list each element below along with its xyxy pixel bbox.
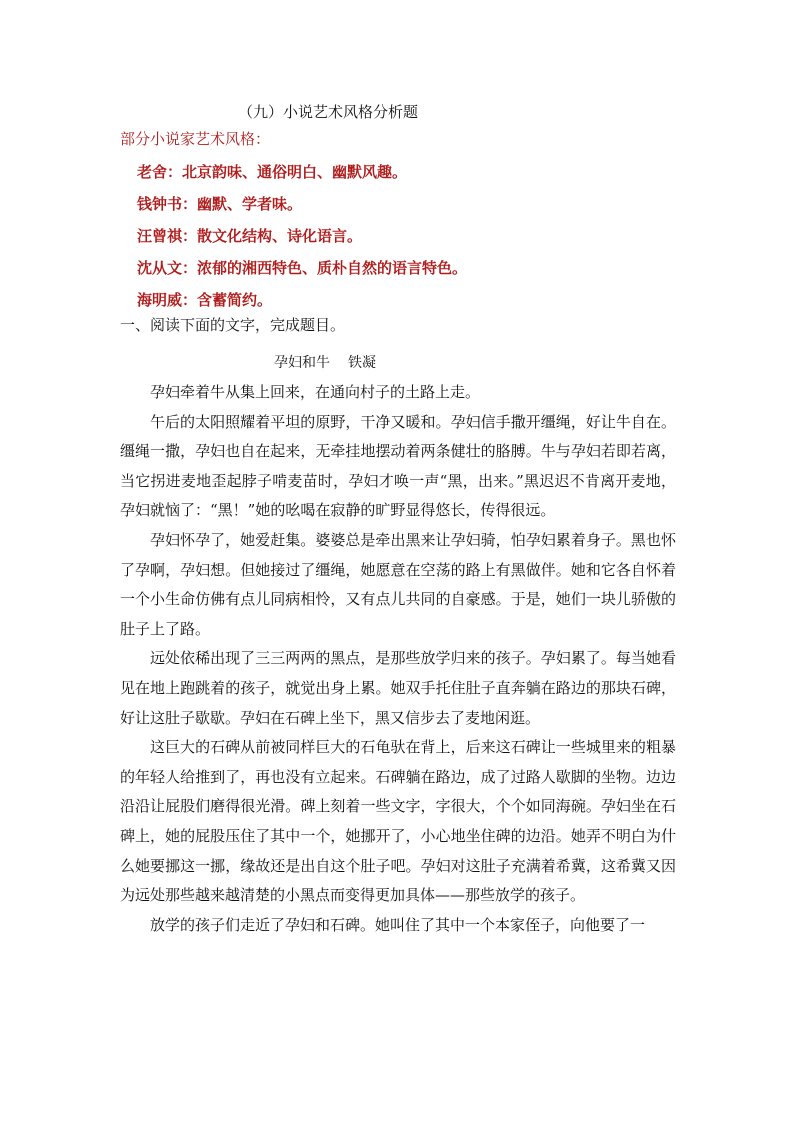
story-author: 铁凝	[348, 355, 376, 371]
author-style: 浓郁的湘西特色、质朴自然的语言特色。	[197, 259, 468, 277]
author-name: 沈从文：	[137, 259, 198, 277]
style-item-laoshe	[137, 160, 697, 192]
author-style: 北京韵味、通俗明白、幽默风趣。	[182, 163, 408, 181]
story-body	[120, 378, 676, 940]
story-paragraph: 孕妇怀孕了，她爱赶集。婆婆总是牵出黑来让孕妇骑，怕孕妇累着身子。黑也怀了孕啊，孕妇想。但她接过了缰绳，她愿意在空荡的路上有黑做伴。她和它各自怀着一个小生命仿佛有点儿同病相怜，又有点儿共同的自豪感。于是，她们一块儿骄傲的肚子上了路。	[120, 530, 676, 638]
story-paragraph: 这巨大的石碑从前被同样巨大的石龟驮在背上，后来这石碑让一些城里来的粗暴的年轻人给推到了，再也没有立起来。石碑躺在路边，成了过路人歇脚的坐物。边边沿沿让屁股们磨得很光滑。碑上刻着一些文字，字很大，个个如同海碗。孕妇坐在石碑上，她的屁股压住了其中一个，她挪开了，小心地坐住碑的边沿。她弄不明白为什么她要挪这一挪，缘故还是出自这个肚子吧。孕妇对这肚子充满着希冀，这希冀又因为远处那些越来越清楚的小黑点而变得更加具体——那些放学的孩子。	[120, 738, 676, 905]
story-paragraph: 放学的孩子们走近了孕妇和石碑。她叫住了其中一个本家侄子，向他要了一	[150, 915, 646, 934]
author-name: 海明威：	[137, 291, 198, 309]
author-name: 老舍：	[137, 163, 183, 181]
story-heading	[274, 352, 376, 372]
story-paragraph: 孕妇牵着牛从集上回来，在通向村子的土路上走。	[150, 383, 481, 401]
author-style: 散文化结构、诗化语言。	[197, 227, 363, 245]
author-name: 钱钟书：	[137, 195, 198, 213]
task-instruction: 一、阅读下面的文字，完成题目。	[120, 316, 346, 334]
styles-heading: 部分小说家艺术风格：	[120, 130, 271, 148]
author-style: 含蓄简约。	[197, 291, 273, 309]
author-style-list	[137, 160, 697, 320]
story-paragraph: 远处依稀出现了三三两两的黑点，是那些放学归来的孩子。孕妇累了。每当她看见在地上跑跳着的孩子，就觉出身上累。她双手托住肚子直奔躺在路边的那块石碑，好让这肚子歇歇。孕妇在石碑上坐下，黑又信步去了麦地闲逛。	[120, 649, 676, 727]
story-title: 孕妇和牛	[274, 355, 330, 371]
section-title: （九）小说艺术风格分析题	[238, 103, 419, 121]
author-name: 汪曾祺：	[137, 227, 198, 245]
style-item-shencongwen	[137, 256, 697, 288]
story-paragraph: 午后的太阳照耀着平坦的原野，干净又暖和。孕妇信手撒开缰绳，好让牛自在。缰绳一撒，孕妇也自在起来，无牵挂地摆动着两条健壮的胳膊。牛与孕妇若即若离，当它拐进麦地歪起脖子啃麦苗时，孕妇才唤一声“黑，出来。”黑迟迟不肯离开麦地，孕妇就恼了：“黑！”她的吆喝在寂静的旷野显得悠长，传得很远。	[120, 412, 676, 520]
style-item-wangzengqi	[137, 224, 697, 256]
author-style: 幽默、学者味。	[197, 195, 303, 213]
style-item-qianzhongshu	[137, 192, 697, 224]
